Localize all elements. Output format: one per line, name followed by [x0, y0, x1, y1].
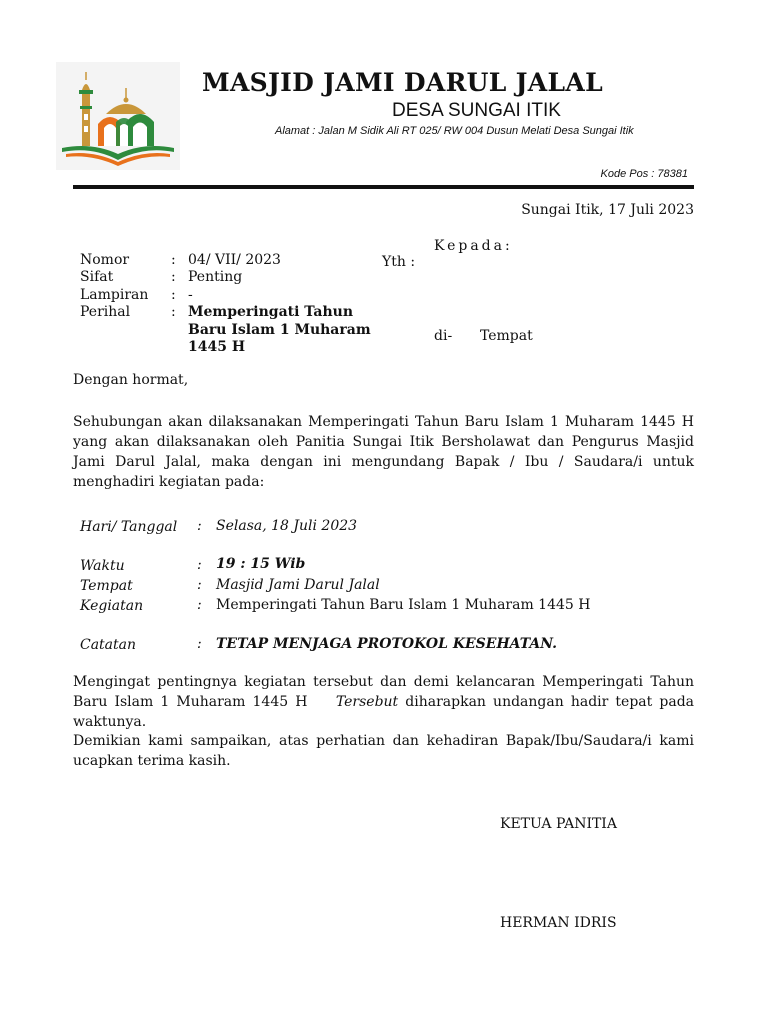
closing-paragraph-1 [73, 672, 694, 732]
event-colon: : [197, 577, 202, 593]
closing-text-a: Mengingat pentingnya kegiatan tersebut dan demi kelancaran Memperingati Tahun Baru Islam 1 Muharam 1445 H [73, 674, 694, 710]
closing-paragraph-2: Demikian kami sampaikan, atas perhatian dan kehadiran Bapak/Ibu/Saudara/i kami ucapkan terima kasih. [73, 733, 694, 769]
village-name: DESA SUNGAI ITIK [392, 100, 561, 121]
org-name: MASJID JAMI DARUL JALAL [202, 68, 603, 97]
event-value-kegiatan: Memperingati Tahun Baru Islam 1 Muharam 1445 H [216, 597, 591, 613]
event-colon: : [197, 557, 202, 573]
meta-value-perihal: Memperingati Tahun Baru Islam 1 Muharam 1445 H [188, 304, 371, 355]
event-value-catatan: TETAP MENJAGA PROTOKOL KESEHATAN. [216, 636, 558, 652]
greeting: Dengan hormat, [73, 372, 189, 388]
header-rule [73, 185, 694, 189]
closing-text-b: Tersebut [335, 694, 399, 710]
mosque-icon [56, 62, 180, 170]
signature-name: HERMAN IDRIS [500, 915, 617, 931]
event-label-catatan: Catatan [80, 637, 137, 653]
recipient-tempat: Tempat [480, 328, 533, 344]
address: Alamat : Jalan M Sidik Ali RT 025/ RW 004 Dusun Melati Desa Sungai Itik [275, 125, 634, 137]
meta-label-sifat: Sifat [80, 269, 114, 285]
meta-value-lampiran: - [188, 287, 193, 303]
event-value-waktu: 19 : 15 Wib [216, 556, 306, 572]
event-colon: : [197, 636, 202, 652]
event-value-tempat: Masjid Jami Darul Jalal [216, 577, 380, 593]
recipient-yth: Yth : [382, 254, 416, 270]
meta-value-nomor: 04/ VII/ 2023 [188, 252, 281, 268]
mosque-logo [56, 62, 180, 170]
event-label-tempat: Tempat [80, 578, 133, 594]
letter-date: Sungai Itik, 17 Juli 2023 [521, 202, 694, 218]
meta-colon: : [171, 252, 176, 268]
postal-code: Kode Pos : 78381 [600, 168, 688, 180]
event-value-tanggal: Selasa, 18 Juli 2023 [216, 518, 358, 534]
meta-label-nomor: Nomor [80, 252, 130, 268]
intro-paragraph: Sehubungan akan dilaksanakan Memperingati Tahun Baru Islam 1 Muharam 1445 H yang akan dilaksanakan oleh Panitia Sungai Itik Bersholawat dan Pengurus Masjid Jami Darul Jalal, maka dengan ini mengundang Bapak / Ibu / Saudara/i untuk menghadiri kegiatan pada: [73, 414, 694, 490]
recipient-kepada: Kepada: [434, 238, 513, 254]
event-colon: : [197, 518, 202, 534]
event-label-waktu: Waktu [80, 558, 125, 574]
signature-title: KETUA PANITIA [500, 816, 617, 832]
meta-colon: : [171, 287, 176, 303]
event-label-tanggal: Hari/ Tanggal [80, 519, 178, 535]
meta-label-perihal: Perihal [80, 304, 131, 320]
closing-text-c: diharapkan undangan hadir tepat pada waktunya. [73, 694, 695, 730]
meta-value-sifat: Penting [188, 269, 243, 285]
event-colon: : [197, 597, 202, 613]
meta-label-lampiran: Lampiran [80, 287, 149, 303]
meta-colon: : [171, 269, 176, 285]
meta-colon: : [171, 304, 176, 320]
recipient-di: di- [434, 328, 453, 344]
event-label-kegiatan: Kegiatan [80, 598, 144, 614]
